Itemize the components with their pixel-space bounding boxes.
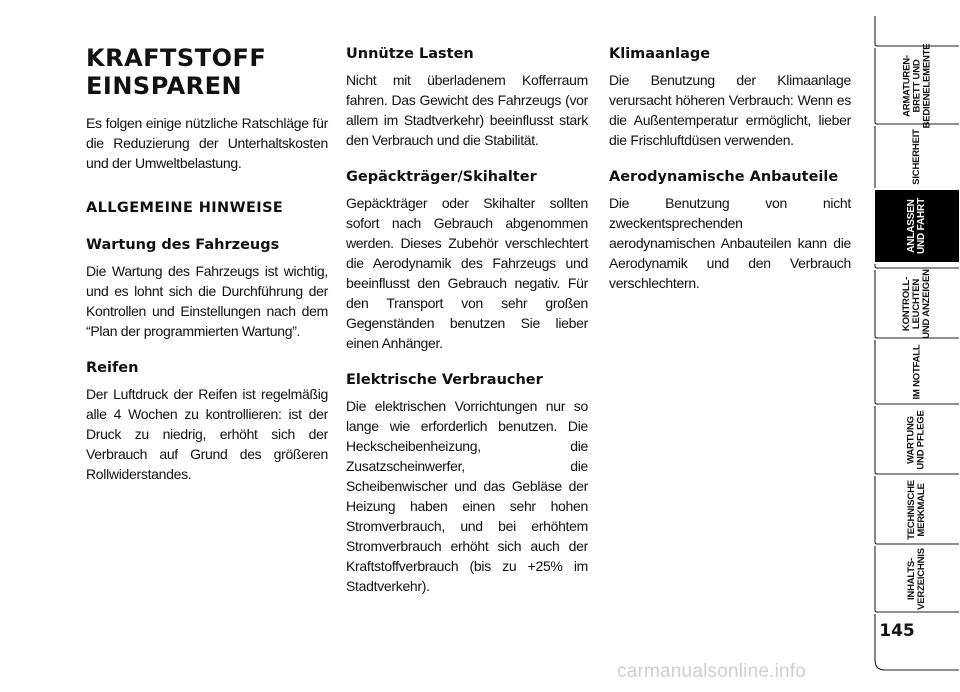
tab-im-notfall[interactable]: IM NOTFALL: [911, 344, 922, 400]
tab-kontrollleuchten[interactable]: KONTROLL- LEUCHTEN UND ANZEIGEN: [901, 269, 932, 339]
page-title-line-1: KRAFTSTOFF: [86, 44, 267, 72]
tab-wartung-und-pflege[interactable]: WARTUNG UND PFLEGE: [905, 410, 927, 470]
tab-technische-merkmale[interactable]: TECHNISCHE MERKMALE: [905, 480, 927, 540]
tab-inhaltsverzeichnis[interactable]: INHALTS- VERZEICHNIS: [905, 548, 927, 610]
section-heading: ALLGEMEINE HINWEISE: [86, 200, 284, 216]
page-number: 145: [879, 621, 915, 641]
paragraph-gepaeck: Gepäckträger oder Skihalter sollten sofort nach Gebrauch abgenommen werden. Dieses Zubehör verschlechtert die Aerodynamik des Fahrzeugs und beeinflusst den Gebrauch negativ. Für den Transport von sehr großen Gegenständen benutzen Sie lieber einen Anhänger.: [346, 195, 588, 351]
page-title-line-2: EINSPAREN: [86, 72, 243, 100]
intro-paragraph: Es folgen einige nützliche Ratschläge für die Reduzierung der Unterhaltskosten und der Umweltbelastung.: [86, 115, 328, 171]
paragraph-lasten: Nicht mit überladenem Kofferraum fahren. Das Gewicht des Fahrzeugs (vor allem im Stadtverkehr) beeinflusst stark den Verbrauch und die Stabilität.: [346, 72, 588, 148]
tab-anlassen-und-fahrt[interactable]: ANLASSEN UND FAHRT: [905, 198, 927, 254]
paragraph-aero: Die Benutzung von nicht zweckentsprechenden aerodynamischen Anbauteilen kann die Aerodynamik und den Verbrauch verschlechtern.: [609, 195, 851, 291]
heading-wartung: Wartung des Fahrzeugs: [86, 237, 280, 253]
tab-sicherheit[interactable]: SICHERHEIT: [910, 129, 922, 185]
watermark-text: carmanualsonline.info: [617, 661, 807, 682]
heading-lasten: Unnütze Lasten: [346, 46, 474, 62]
paragraph-reifen: Der Luftdruck der Reifen ist regelmäßig alle 4 Wochen zu kontrollieren: ist der Druck zu niedrig, erhöht sich der Verbrauch auf Grund des größeren Rollwiderstandes.: [86, 386, 328, 482]
heading-klima: Klimaanlage: [609, 46, 711, 62]
paragraph-wartung: Die Wartung des Fahrzeugs ist wichtig, und es lohnt sich die Durchführung der Kontrollen und Einstellungen nach dem “Plan der programmierten Wartung”.: [86, 263, 328, 339]
heading-aero: Aerodynamische Anbauteile: [609, 169, 839, 185]
heading-gepaeck: Gepäckträger/Skihalter: [346, 169, 537, 185]
heading-reifen: Reifen: [86, 360, 139, 376]
heading-elektrik: Elektrische Verbraucher: [346, 372, 543, 388]
paragraph-elektrik: Die elektrischen Vorrichtungen nur so lange wie erforderlich benutzen. Die Heckscheibenheizung, die Zusatzscheinwerfer, die Scheibenwischer und das Gebläse der Heizung haben einen sehr hohen Stromverbrauch, und bei erhöhtem Stromverbrauch erhöht sich auch der Kraftstoffverbrauch (bis zu +25% im Stadtverkehr).: [346, 398, 588, 594]
tab-armaturenbrett[interactable]: ARMATUREN- BRETT UND BEDIENELEMENTE: [901, 43, 933, 129]
paragraph-klima: Die Benutzung der Klimaanlage verursacht höheren Verbrauch: Wenn es die Außentemperatur ermöglicht, lieber die Frischluftdüsen verwenden.: [609, 72, 851, 148]
